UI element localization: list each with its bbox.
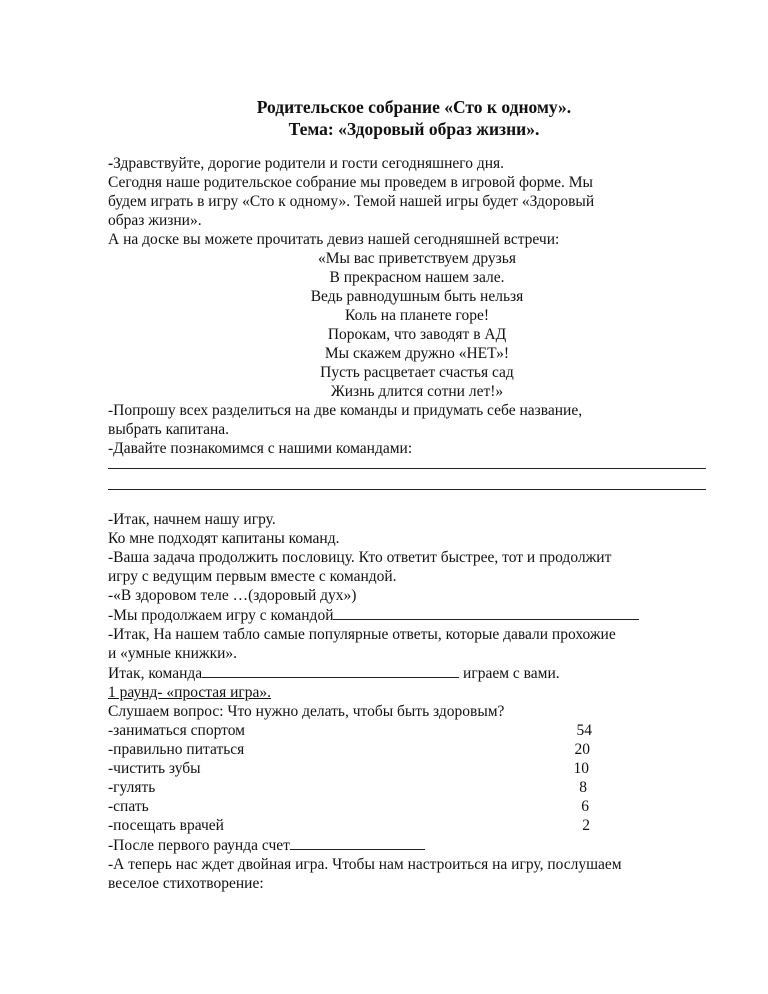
team-suffix: играем с вами. (459, 665, 560, 682)
board-line: -Итак, На нашем табло самые популярные ответы, которые давали прохожие (108, 626, 616, 643)
answer-text: -спать (108, 798, 149, 815)
answer-score: 20 (574, 741, 590, 758)
score-blank (290, 835, 425, 850)
answer-score: 10 (573, 760, 589, 777)
answer-row (108, 721, 710, 740)
ending-line: -А теперь нас ждет двойная игра. Чтобы нам настроиться на игру, послушаем (108, 856, 622, 873)
team-prefix: Итак, команда (108, 665, 203, 682)
answer-text: -посещать врачей (108, 817, 224, 834)
poem-line: Коль на планете горе! (345, 307, 489, 324)
answer-row (108, 778, 710, 797)
greeting-text: Здравствуйте, дорогие родители и гости сегодняшнего дня. (113, 155, 505, 172)
intro-line: будем играть в игру «Сто к одному». Темой нашей игры будет «Здоровый (108, 193, 595, 210)
poem-line: Мы скажем дружно «НЕТ»! (324, 345, 510, 362)
poem-line: Пусть расцветает счастья сад (320, 364, 514, 381)
intro-line: Сегодня наше родительское собрание мы проведем в игровой форме. Мы (108, 174, 593, 191)
round-heading: 1 раунд- «простая игра». (108, 684, 271, 701)
answer-score: 8 (579, 779, 587, 796)
game-line: Ко мне подходят капитаны команд. (108, 530, 340, 547)
intro-line: образ жизни». (108, 212, 202, 229)
board-line: и «умные книжки». (108, 645, 238, 662)
question-line: Слушаем вопрос: Что нужно делать, чтобы быть здоровым? (108, 703, 505, 720)
instruction-line: -Попрошу всех разделиться на две команды и придумать себе название, (108, 402, 583, 419)
ending-line: веселое стихотворение: (108, 875, 264, 892)
answer-row (108, 816, 710, 835)
document-page (108, 96, 710, 893)
score-line (108, 835, 710, 855)
game-line: игру с ведущим первым вместе с командой. (108, 568, 397, 585)
poem-line: Жизнь длится сотни лет!» (330, 383, 504, 400)
blank-line (108, 479, 706, 490)
answer-text: -правильно питаться (108, 741, 245, 758)
continue-line (108, 605, 710, 625)
answer-row (108, 797, 710, 816)
blank-line (108, 458, 706, 469)
instruction-line: выбрать капитана. (108, 421, 230, 438)
intro-line: А на доске вы можете прочитать девиз нашей сегодняшней встречи: (108, 231, 560, 248)
document-subtitle: Тема: «Здоровый образ жизни». (288, 119, 540, 139)
poem-line: Ведь равнодушным быть нельзя (310, 288, 524, 305)
poem-line: «Мы вас приветствуем друзья (317, 250, 517, 267)
answer-text: -гулять (108, 779, 156, 796)
answer-row (108, 759, 710, 778)
poem-line: Порокам, что заводят в АД (327, 326, 507, 343)
spacer (108, 500, 710, 510)
continue-prefix: -Мы продолжаем игру с командой (108, 607, 334, 624)
answer-text: -чистить зубы (108, 760, 201, 777)
motto-poem (108, 249, 710, 401)
score-prefix: -После первого раунда счет (108, 837, 290, 854)
poem-line: В прекрасном нашем зале. (329, 269, 505, 286)
answer-text: -заниматься спортом (108, 722, 245, 739)
instruction-line: -Давайте познакомимся с нашими командами: (108, 440, 413, 457)
answer-score: 54 (576, 722, 592, 739)
team-blank (202, 663, 459, 678)
game-line: -Ваша задача продолжить пословицу. Кто ответит быстрее, тот и продолжит (108, 549, 612, 566)
document-title: Родительское собрание «Сто к одному». (256, 97, 572, 117)
team-line (108, 663, 710, 683)
greeting-line (108, 154, 710, 173)
game-line: -Итак, начнем нашу игру. (108, 511, 276, 528)
greeting-dash: - (108, 155, 114, 172)
answers-list (108, 721, 710, 835)
answer-row (108, 740, 710, 759)
game-line: -«В здоровом теле …(здоровый дух») (108, 587, 357, 604)
answer-score: 2 (582, 817, 590, 834)
answer-score: 6 (581, 798, 589, 815)
team-blank (333, 605, 639, 620)
